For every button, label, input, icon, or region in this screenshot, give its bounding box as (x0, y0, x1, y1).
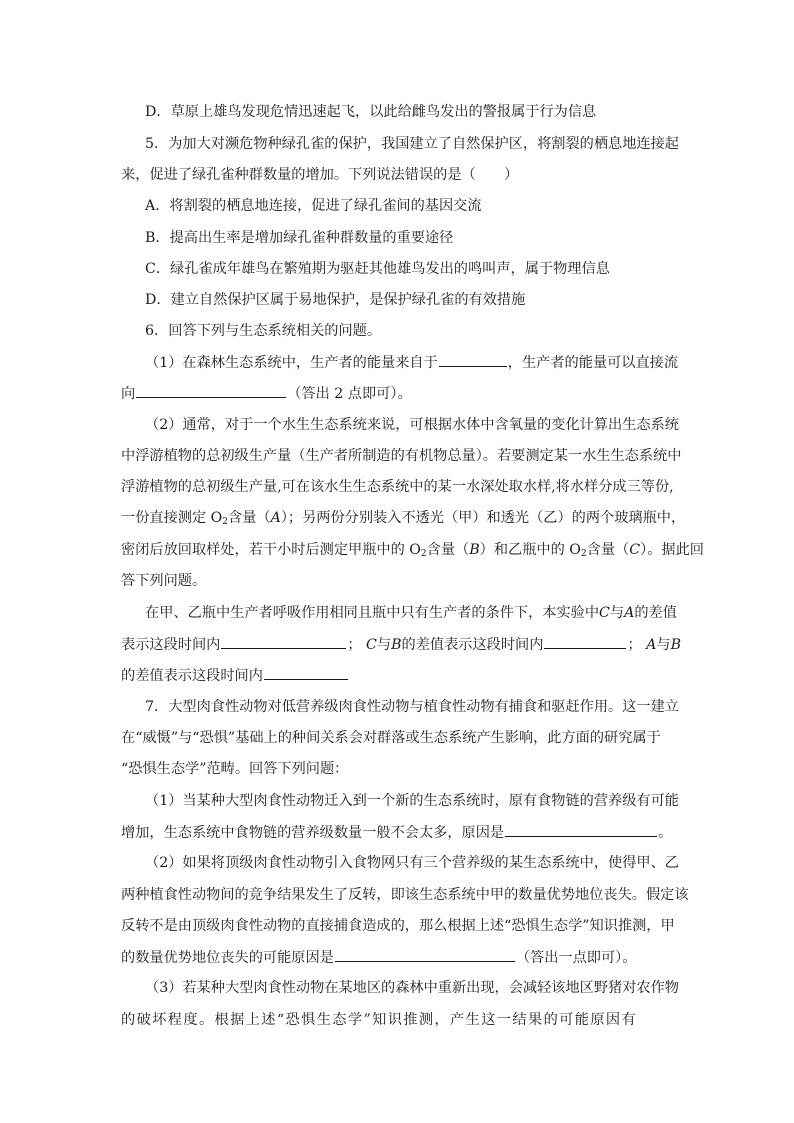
q7-part2-line2: 两种植食性动物间的竞争结果发生了反转，即该生态系统中甲的数量优势地位丧失。假定该 (121, 887, 689, 903)
text-fragment: 的差值 (634, 605, 677, 621)
q6-part1-line1 (145, 352, 794, 373)
question-7-line3: “恐惧生态学”范畴。回答下列问题： (121, 761, 349, 777)
variable-c: C (629, 542, 641, 558)
variable-b: B (469, 542, 480, 558)
q6-part2-line9 (121, 665, 794, 686)
q7-part2-line3: 反转不是由顶级肉食性动物的直接捕食造成的，那么根据上述“恐惧生态学”知识推测，甲 (121, 918, 675, 934)
text-fragment: 。 (658, 825, 673, 841)
answer-blank[interactable] (221, 634, 346, 649)
text-fragment: ； (347, 637, 362, 653)
text-fragment: ）和乙瓶中的 O (479, 542, 581, 558)
variable-a: A (624, 605, 635, 621)
text-fragment: 增加，生态系统中食物链的营养级数量一般不会太多，原因是 (121, 825, 505, 841)
text-fragment: ）；另两份分别装入不透光（甲）和透光（乙）的两个玻璃瓶中， (280, 510, 686, 526)
text-fragment: ）。据此回 (640, 542, 704, 558)
text-fragment: 密闭后放回取样处，若干小时后测定甲瓶中的 O (121, 542, 421, 558)
variable-b: B (670, 637, 682, 653)
q6-part2-line6: 答下列问题。 (121, 573, 207, 589)
q6-part1-text: （1）在森林生态系统中，生产者的能量来自于 (145, 355, 438, 371)
q7-part2-line4 (121, 947, 794, 968)
answer-blank[interactable] (505, 822, 657, 837)
subscript: 2 (580, 549, 587, 559)
text-fragment: 含量（ (228, 510, 271, 526)
q6-part2-line7 (145, 603, 794, 623)
text-fragment: （答出一点即可）。 (515, 950, 637, 966)
q6-part2-line8 (121, 634, 794, 655)
text-fragment: 的差值表示这段时间内 (401, 637, 544, 653)
answer-blank[interactable] (264, 665, 348, 680)
option-b: B．提高出生率是增加绿孔雀种群数量的重要途径 (145, 230, 454, 246)
text-fragment: 的差值表示这段时间内 (121, 668, 263, 684)
text-fragment: 在甲、乙瓶中生产者呼吸作用相同且瓶中只有生产者的条件下，本实验中 (145, 605, 600, 621)
q7-part2-line1: （2）如果将顶级肉食性动物引入食物网只有三个营养级的某生态系统中，使得甲、乙 (145, 855, 679, 871)
option-c: C．绿孔雀成年雄鸟在繁殖期为驱赶其他雄鸟发出的鸣叫声，属于物理信息 (145, 261, 610, 277)
text-fragment: 的数量优势地位丧失的可能原因是 (121, 950, 334, 966)
text-fragment: （答出 2 点即可）。 (287, 386, 412, 402)
variable-c: C (599, 605, 610, 621)
subscript: 2 (420, 549, 427, 559)
question-5-stem-cont: 来，促进了绿孔雀种群数量的增加。下列说法错误的是（ ） (121, 167, 519, 183)
q6-part1-text-cont: ，生产者的能量可以直接流 (507, 355, 679, 371)
q6-part2-line5 (121, 540, 794, 564)
answer-blank[interactable] (335, 947, 515, 962)
subscript: 2 (222, 517, 229, 527)
q6-part2-line4 (121, 508, 794, 532)
variable-a: A (270, 510, 281, 526)
option-a: A．将割裂的栖息地连接，促进了绿孔雀间的基因交流 (145, 198, 482, 214)
text-fragment: 表示这段时间内 (121, 637, 221, 653)
text-fragment: 与 (376, 637, 392, 653)
q6-part2-line3: 浮游植物的总初级生产量,可在该水生生态系统中的某一水深处取水样,将水样分成三等份, (121, 479, 674, 495)
question-6-stem: 6．回答下列与生态系统相关的问题。 (145, 323, 382, 339)
answer-blank[interactable] (136, 383, 286, 398)
q6-part1-line2 (121, 383, 794, 404)
q7-part1-line2 (121, 822, 794, 843)
q7-part3-line1: （3）若某种大型肉食性动物在某地区的森林中重新出现，会减轻该地区野猪对农作物 (145, 980, 679, 996)
variable-a: A (646, 637, 657, 653)
variable-b: B (391, 637, 402, 653)
q6-part2-line1: （2）通常，对于一个水生生态系统来说，可根据水体中含氧量的变化计算出生态系统 (145, 417, 679, 433)
q6-part2-line2: 中浮游植物的总初级生产量（生产者所制造的有机物总量）。若要测定某一水生生态系统中 (121, 448, 682, 464)
q7-part3-line2: 的破坏程度。根据上述“恐惧生态学”知识推测，产生这一结果的可能原因有 (121, 1012, 638, 1028)
text-fragment: 与 (656, 637, 671, 653)
answer-blank[interactable] (439, 352, 507, 367)
text-fragment: ； (627, 637, 642, 653)
q7-part1-line1: （1）当某种大型肉食性动物迁入到一个新的生态系统时，原有食物链的营养级有可能 (145, 793, 679, 809)
text-fragment: 一份直接测定 O (121, 510, 223, 526)
option-d-q4: D．草原上雄鸟发现危情迅速起飞，以此给雌鸟发出的警报属于行为信息 (145, 104, 597, 120)
text-fragment: 向 (121, 386, 136, 402)
text-fragment: 含量（ (586, 542, 630, 558)
option-d: D．建立自然保护区属于易地保护，是保护绿孔雀的有效措施 (145, 292, 526, 308)
question-5-stem: 5．为加大对濒危物种绿孔雀的保护，我国建立了自然保护区，将割裂的栖息地连接起 (145, 136, 679, 152)
variable-c: C (366, 637, 377, 653)
question-7-line2: 在“威慑”与“恐惧”基础上的种间关系会对群落或生态系统产生影响，此方面的研究属于 (121, 730, 661, 746)
text-fragment: 含量（ (426, 542, 470, 558)
text-fragment: 与 (609, 605, 625, 621)
question-7-line1: 7．大型肉食性动物对低营养级肉食性动物与植食性动物有捕食和驱赶作用。这一建立 (145, 699, 679, 715)
answer-blank[interactable] (544, 634, 626, 649)
